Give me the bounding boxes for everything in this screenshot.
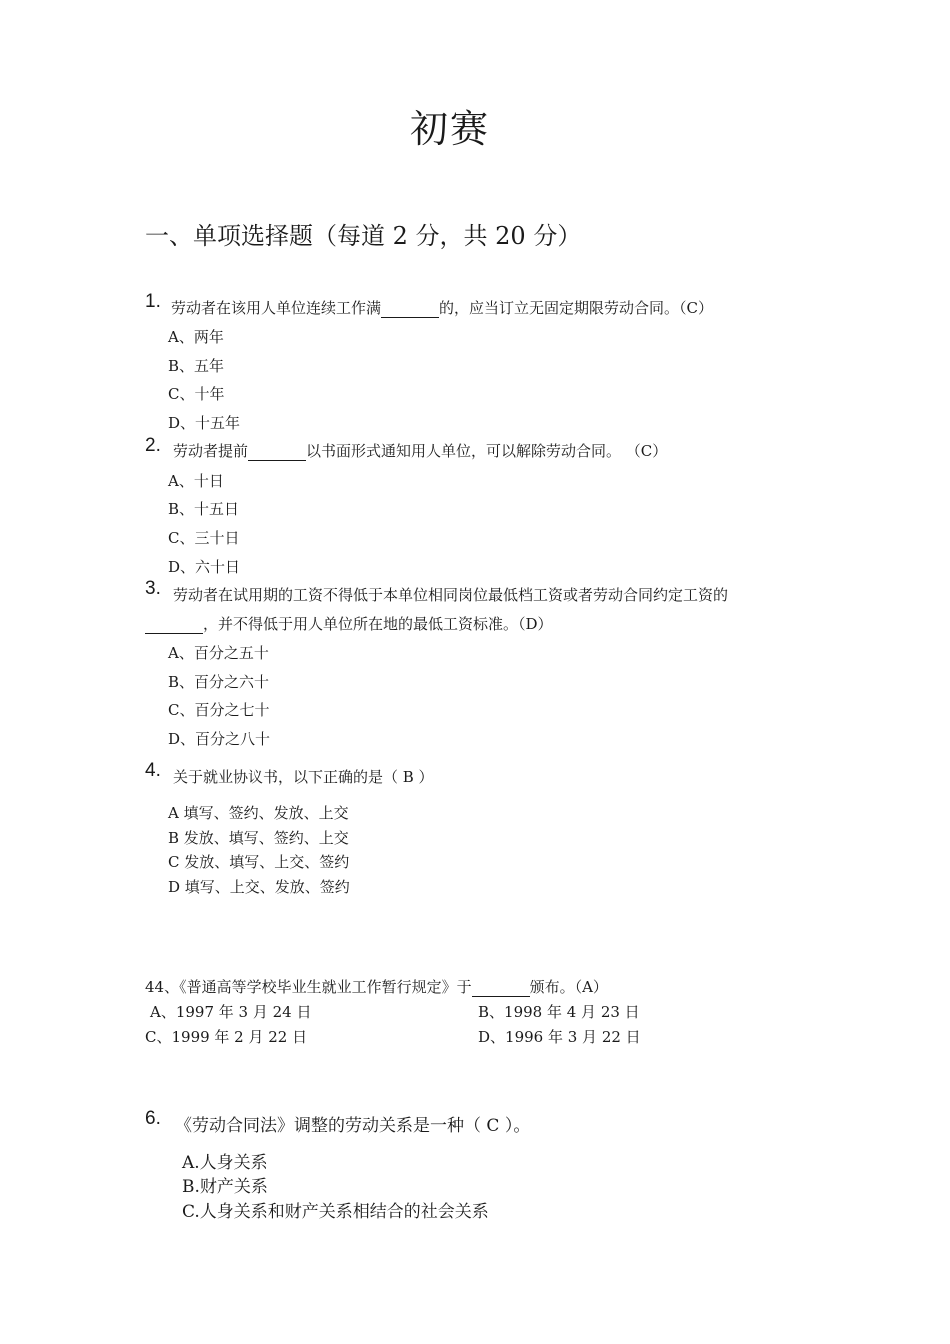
question-number: 6. (145, 1108, 161, 1129)
option: A、十日 (168, 472, 224, 490)
option: D、1996 年 3 月 22 日 (478, 1028, 641, 1046)
question-text-part: 44、《普通高等学校毕业生就业工作暂行规定》于 (145, 978, 472, 996)
page-title: 初赛 (409, 107, 490, 151)
option: D 填写、上交、发放、签约 (168, 878, 350, 896)
option: B.财产关系 (182, 1177, 268, 1197)
question-text-part: 的，应当订立无固定期限劳动合同。（C） (439, 299, 713, 317)
section-heading: 一、单项选择题（每道 2 分，共 20 分） (145, 222, 582, 250)
answer-blank (381, 299, 439, 318)
option: A、两年 (168, 328, 224, 346)
option: B、五年 (168, 357, 225, 375)
option: B、百分之六十 (168, 673, 270, 691)
option: A、百分之五十 (168, 644, 269, 662)
question-text-part: 劳动者提前 (173, 442, 249, 460)
option: C、十年 (168, 385, 225, 403)
option: C 发放、填写、上交、签约 (168, 853, 350, 871)
question-text-part: 以书面形式通知用人单位，可以解除劳动合同。 （C） (306, 442, 668, 460)
option: D、六十日 (168, 558, 241, 576)
question-text: 《劳动合同法》调整的劳动关系是一种（ C ）。 (175, 1116, 531, 1136)
option: D、十五年 (168, 414, 241, 432)
question-text-part: 颁布。（A） (529, 978, 608, 996)
question-text (145, 976, 608, 997)
question-number: 3. (145, 578, 161, 599)
question-text (173, 440, 667, 461)
option: A、1997 年 3 月 24 日 (150, 1003, 312, 1021)
option: A 填写、签约、发放、上交 (168, 804, 349, 822)
question-text (145, 613, 553, 634)
question-number: 2. (145, 435, 161, 456)
option: A.人身关系 (182, 1153, 268, 1173)
option: B 发放、填写、签约、上交 (168, 829, 349, 847)
question-text-part: ，并不得低于用人单位所在地的最低工资标准。（D） (203, 615, 553, 633)
option: C.人身关系和财产关系相结合的社会关系 (182, 1202, 489, 1222)
option: B、十五日 (168, 500, 240, 518)
option: C、百分之七十 (168, 701, 270, 719)
answer-blank (145, 615, 203, 634)
option: D、百分之八十 (168, 730, 271, 748)
option: B、1998 年 4 月 23 日 (478, 1003, 640, 1021)
question-text (171, 297, 713, 318)
question-text: 关于就业协议书，以下正确的是（ B ） (173, 768, 434, 786)
option: C、1999 年 2 月 22 日 (145, 1028, 308, 1046)
question-number: 1. (145, 291, 161, 312)
option: C、三十日 (168, 529, 240, 547)
question-text-part: 劳动者在该用人单位连续工作满 (171, 299, 382, 317)
question-number: 4. (145, 760, 161, 781)
question-text: 劳动者在试用期的工资不得低于本单位相同岗位最低档工资或者劳动合同约定工资的 (173, 586, 729, 604)
answer-blank (472, 978, 530, 997)
answer-blank (248, 442, 306, 461)
